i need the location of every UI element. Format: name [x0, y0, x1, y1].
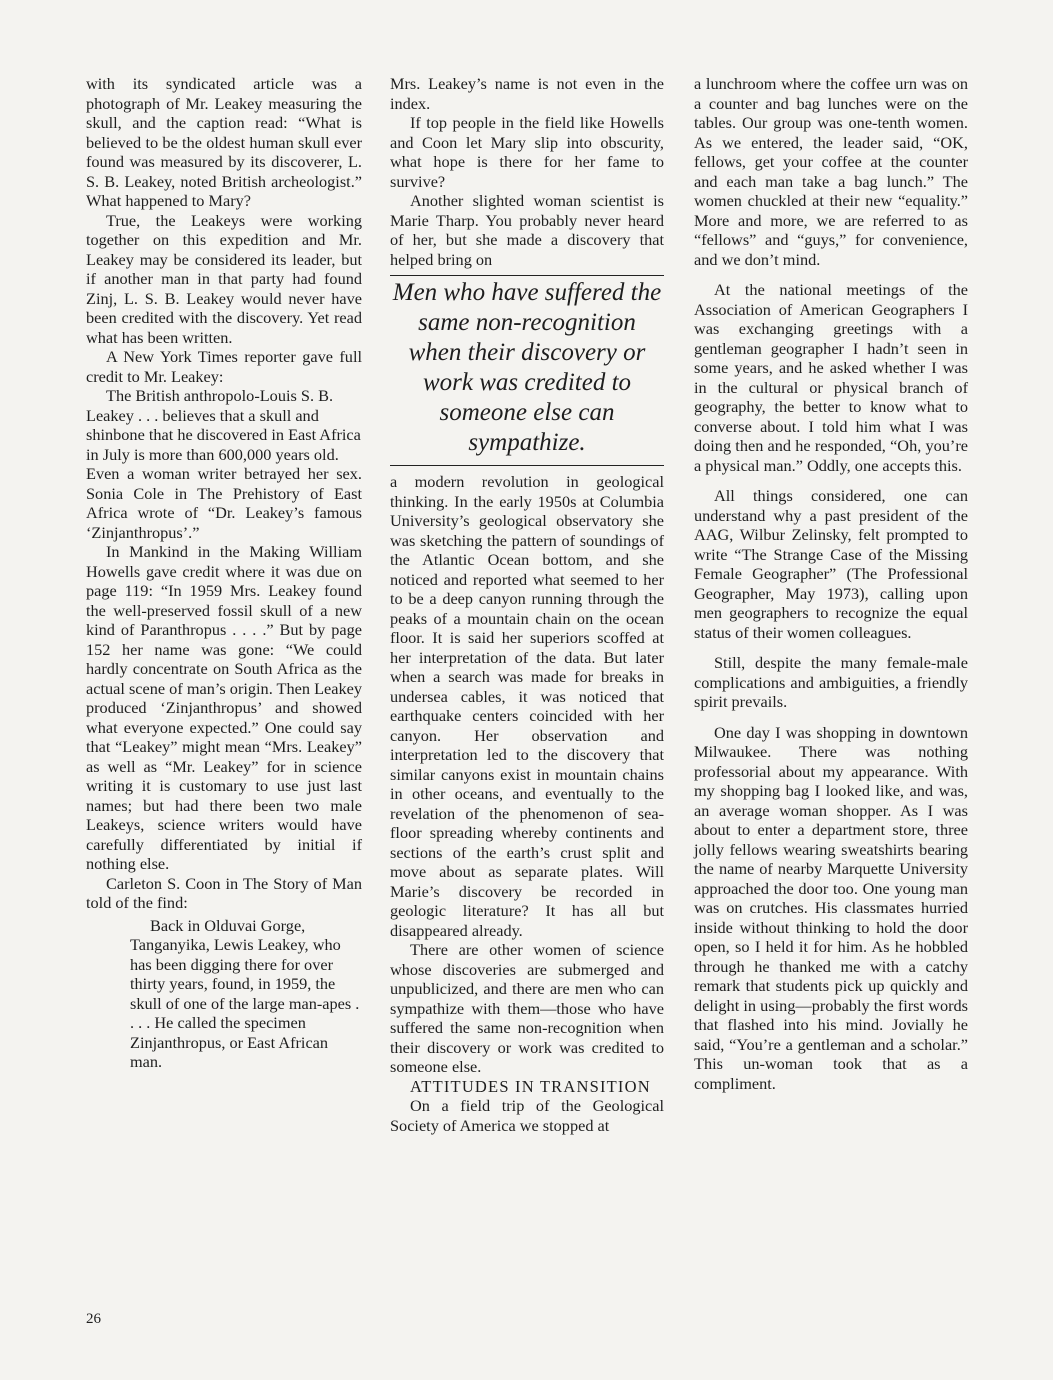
- block-quote: The British anthropolo-Louis S. B. Leakey . . . believes that a skull and shinbone that he discovered in East Africa in July is more than 600,000 years old.: [86, 386, 361, 464]
- paragraph: If top people in the field like Howells and Coon let Mary slip into obscurity, what hope is there for her fame to survive?: [390, 113, 664, 191]
- paragraph: Still, despite the many female-male complications and ambiguities, a friendly spirit prevails.: [694, 653, 968, 711]
- paragraph: Another slighted woman scientist is Marie Tharp. You probably never heard of her, but she made a discovery that helped bring on: [390, 191, 664, 269]
- paragraph: One day I was shopping in downtown Milwaukee. There was nothing professorial about my appearance. With my shopping bag I looked like, and was, an average woman shopper. As I was about to enter a department store, three jolly fellows wearing sweatshirts bearing the name of nearby Marquette University approached the door too. One young man was on crutches. His classmates hurried inside without thinking to hold the door open, so I held it for him. As he hobbled through he thanked me with a catchy remark that students pick up quickly and delight in using—probably the first words that flashed into his mind. Jovially he said, “You’re a gentleman and a scholar.” This un-woman took that as a compliment.: [694, 722, 968, 1093]
- paragraph: Mrs. Leakey’s name is not even in the index.: [390, 74, 664, 113]
- paragraph: Carleton S. Coon in The Story of Man told of the find:: [86, 873, 362, 912]
- paragraph: At the national meetings of the Association of American Geographers I was exchanging greetings with a gentleman geographer I hadn’t seen in some years, and he asked whether I was in the cultural or physical branch of geography, the better to know what to converse about. I told him what I was doing then and he responded, “Oh, you’re a physical man.” Oddly, one accepts this.: [694, 280, 968, 475]
- paragraph: All things considered, one can understand why a past president of the AAG, Wilbur Zelinsky, felt prompted to write “The Strange Case of the Missing Female Geographer” (The Professional Geographer, May 1973), calling upon men geographers to recognize the equal status of their women colleagues.: [694, 486, 968, 642]
- page-number: 26: [86, 1311, 101, 1327]
- block-quote: Back in Olduvai Gorge, Tanganyika, Lewis Leakey, who has been digging there for over thirty years, found, in 1959, the skull of one of the large man-apes . . . . He called the specimen Zinjanthropus, or East African man.: [130, 915, 360, 1071]
- column-1: [86, 74, 362, 1072]
- paragraph: Even a woman writer betrayed her sex. Sonia Cole in The Prehistory of East Africa wrote of “Dr. Leakey’s famous ‘Zinjanthropus’.”: [86, 464, 362, 542]
- paragraph: a lunchroom where the coffee urn was on a counter and bag lunches were on the tables. Our group was one-tenth women. As we entered, the leader said, “OK, fellows, get your coffee at the counter and each man take a bag lunch.” The women chuckled at their new “equality.” More and more, we are referred to as “fellows” and “guys,” for convenience, and we don’t mind.: [694, 74, 968, 269]
- pull-quote: Men who have suffered the same non-recognition when their discovery or work was credited to someone else can sympathize.: [390, 275, 664, 466]
- paragraph: with its syndicated article was a photograph of Mr. Leakey measuring the skull, and the caption read: “What is believed to be the oldest human skull ever found was measured by its discoverer, L. S. B. Leakey, noted British archeologist.” What happened to Mary?: [86, 74, 362, 210]
- section-heading: ATTITUDES IN TRANSITION: [410, 1076, 651, 1096]
- column-2: [390, 74, 664, 1135]
- paragraph: a modern revolution in geological thinking. In the early 1950s at Columbia University’s geological observatory she was sketching the pattern of soundings of the Atlantic Ocean bottom, and she noticed and reported what seemed to her to be a deep canyon running through the peaks of a mountain chain on the ocean floor. It is said her superiors scoffed at her interpretation of the data. But later when a search was made for breaks in undersea cables, it was noticed that earthquake centers coincided with her canyon. Her observation and interpretation led to the discovery that similar canyons exist in mountain chains in other oceans, and eventually to the revelation of the phenomenon of sea-floor spreading whereby continents and sections of the earth’s crust split and move about as separate plates. Will Marie’s discovery be recorded in geologic literature? It has all but disappeared already.: [390, 472, 664, 940]
- paragraph: In Mankind in the Making William Howells gave credit where it was due on page 119: “In 1959 Mrs. Leakey found the well-preserved fossil skull of a new kind of Paranthropus . . . .” But by page 152 her name was gone: “We could hardly concentrate on South Africa as the actual scene of man’s origin. Then Leakey produced ‘Zinjanthropus’ and showed what everyone expected.” One could say that “Leakey” might mean “Mrs. Leakey” as well as “Mr. Leakey” for in science writing it is customary to use just last names; but had there been two male Leakeys, science writers would have carefully differentiated by initial if nothing else.: [86, 542, 362, 873]
- paragraph: A New York Times reporter gave full credit to Mr. Leakey:: [86, 347, 362, 386]
- paragraph: There are other women of science whose discoveries are submerged and unpublicized, and there are men who can sympathize with them—those who have suffered the same non-recognition when their discovery or work was credited to someone else.: [390, 940, 664, 1076]
- column-3: [694, 74, 968, 1093]
- paragraph: True, the Leakeys were working together on this expedition and Mr. Leakey may be considered its leader, but if another man in that party had found Zinj, L. S. B. Leakey would never have been credited with the discovery. Yet read what has been written.: [86, 210, 362, 347]
- paragraph: On a field trip of the Geological Society of America we stopped at: [390, 1096, 664, 1135]
